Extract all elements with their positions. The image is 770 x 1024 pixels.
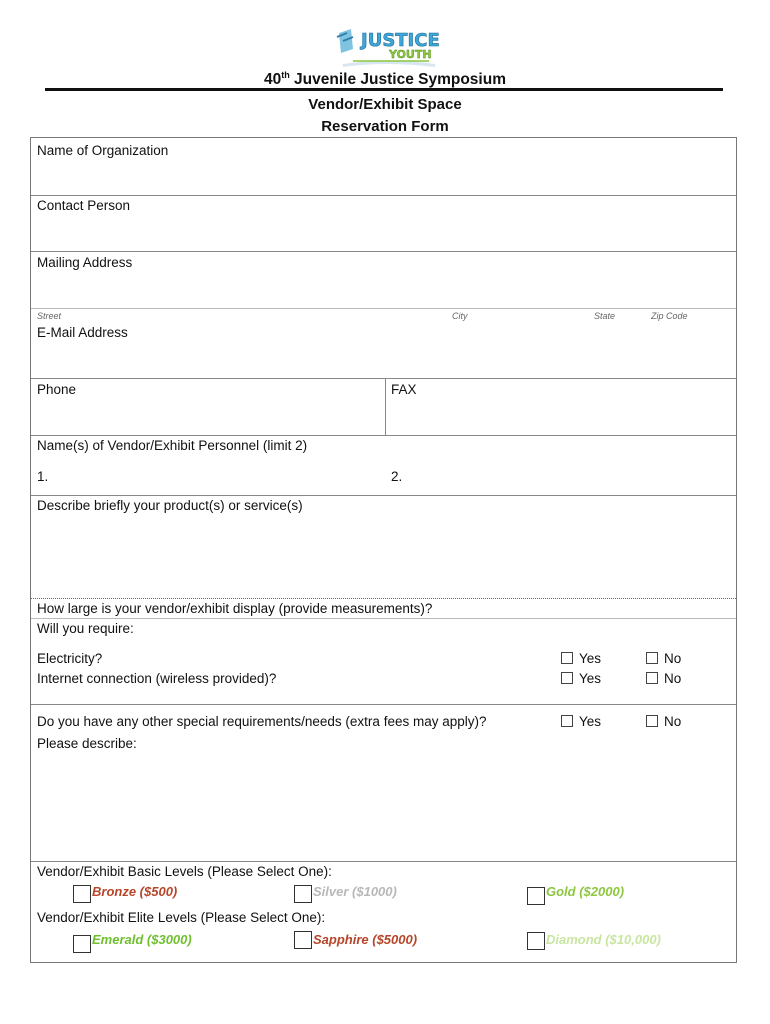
gold-checkbox[interactable] <box>527 887 545 905</box>
personnel-label: Name(s) of Vendor/Exhibit Personnel (limit 2) <box>37 438 308 453</box>
special-label: Do you have any other special requirements/needs (extra fees may apply)? <box>37 714 487 729</box>
gold-label: Gold ($2000) <box>546 884 625 899</box>
bronze-checkbox[interactable] <box>73 885 91 903</box>
diamond-label: Diamond ($10,000) <box>546 932 661 947</box>
phone-label: Phone <box>37 382 77 397</box>
internet-yes-label: Yes <box>579 671 602 686</box>
will-require-label: Will you require: <box>37 621 134 636</box>
email-label: E-Mail Address <box>37 325 128 340</box>
internet-no-label: No <box>664 671 682 686</box>
zip-label: Zip Code <box>651 311 688 321</box>
electricity-yes-checkbox[interactable] <box>561 652 573 664</box>
please-describe-label: Please describe: <box>37 736 137 751</box>
electricity-no-checkbox[interactable] <box>646 652 658 664</box>
elite-levels-heading: Vendor/Exhibit Elite Levels (Please Select One): <box>37 910 326 925</box>
emerald-label: Emerald ($3000) <box>92 932 192 947</box>
sapphire-checkbox[interactable] <box>294 931 312 949</box>
personnel-1: 1. <box>37 469 49 484</box>
electricity-yes-label: Yes <box>579 651 602 666</box>
silver-label: Silver ($1000) <box>313 884 397 899</box>
fax-label: FAX <box>391 382 417 397</box>
street-label: Street <box>37 311 62 321</box>
special-yes-label: Yes <box>579 714 602 729</box>
svg-text:YOUTH: YOUTH <box>389 48 432 61</box>
electricity-label: Electricity? <box>37 651 103 666</box>
diamond-checkbox[interactable] <box>527 932 545 950</box>
personnel-2: 2. <box>391 469 403 484</box>
describe-label: Describe briefly your product(s) or service(s) <box>37 498 303 513</box>
basic-levels-heading: Vendor/Exhibit Basic Levels (Please Select One): <box>37 864 332 879</box>
sapphire-label: Sapphire ($5000) <box>313 932 418 947</box>
bronze-label: Bronze ($500) <box>92 884 178 899</box>
organization-label: Name of Organization <box>37 143 169 158</box>
special-yes-checkbox[interactable] <box>561 715 573 727</box>
electricity-no-label: No <box>664 651 682 666</box>
reservation-form <box>30 137 737 963</box>
form-subtitle: Vendor/Exhibit Space <box>308 96 462 113</box>
special-no-checkbox[interactable] <box>646 715 658 727</box>
symposium-title: 40th Juvenile Justice Symposium <box>264 70 506 89</box>
silver-checkbox[interactable] <box>294 885 312 903</box>
svg-text:JUSTICE: JUSTICE <box>361 30 440 51</box>
justice-youth-logo <box>333 27 443 69</box>
internet-yes-checkbox[interactable] <box>561 672 573 684</box>
mailing-label: Mailing Address <box>37 255 133 270</box>
internet-no-checkbox[interactable] <box>646 672 658 684</box>
internet-label: Internet connection (wireless provided)? <box>37 671 277 686</box>
special-no-label: No <box>664 714 682 729</box>
state-label: State <box>594 311 616 321</box>
emerald-checkbox[interactable] <box>73 935 91 953</box>
form-subtitle-2: Reservation Form <box>321 118 449 135</box>
display-size-label: How large is your vendor/exhibit display (provide measurements)? <box>37 601 433 616</box>
contact-label: Contact Person <box>37 198 131 213</box>
city-label: City <box>452 311 468 321</box>
header-divider <box>45 88 723 91</box>
